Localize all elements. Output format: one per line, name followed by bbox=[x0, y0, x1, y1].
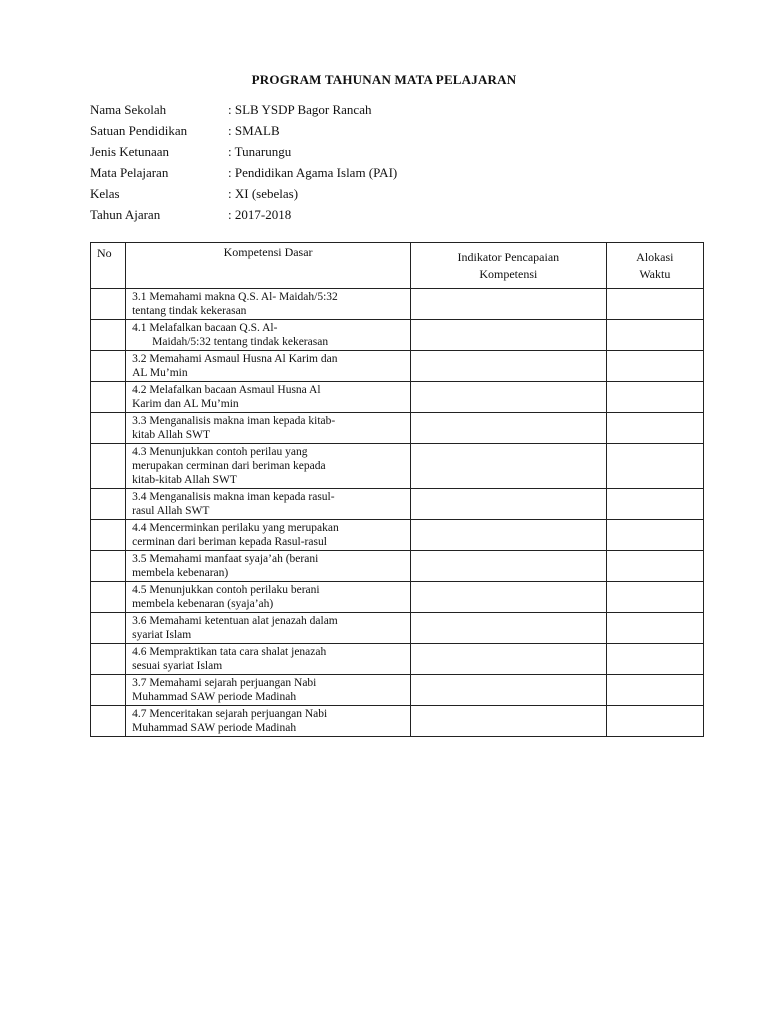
no-cell bbox=[91, 675, 126, 706]
competency-line: 4.3 Menunjukkan contoh perilau yang bbox=[132, 446, 308, 458]
no-cell bbox=[91, 582, 126, 613]
table-row bbox=[91, 289, 704, 320]
competency-line: 4.4 Mencerminkan perilaku yang merupakan bbox=[132, 522, 339, 534]
allocation-cell bbox=[606, 444, 703, 489]
competency-line: 3.5 Memahami manfaat syaja’ah (berani bbox=[132, 553, 319, 565]
competency-line: cerminan dari beriman kepada Rasul-rasul bbox=[132, 536, 327, 548]
info-value: : SMALB bbox=[228, 123, 280, 138]
competency-cell bbox=[126, 551, 411, 582]
competency-line: membela kebenaran (syaja’ah) bbox=[132, 598, 274, 610]
table-row bbox=[91, 706, 704, 737]
table-row bbox=[91, 613, 704, 644]
header-basic-competency: Kompetensi Dasar bbox=[126, 243, 411, 289]
info-row-academic-year bbox=[90, 207, 397, 228]
header-indicator-line: Indikator Pencapaian bbox=[457, 249, 560, 264]
competency-cell bbox=[126, 706, 411, 737]
table-row bbox=[91, 489, 704, 520]
table-row bbox=[91, 320, 704, 351]
indicator-cell bbox=[411, 675, 607, 706]
competency-line: 4.5 Menunjukkan contoh perilaku berani bbox=[132, 584, 320, 596]
no-cell bbox=[91, 444, 126, 489]
info-label: Tahun Ajaran bbox=[90, 207, 161, 222]
competency-cell bbox=[126, 320, 411, 351]
table-row bbox=[91, 413, 704, 444]
competency-line: 4.7 Menceritakan sejarah perjuangan Nabi bbox=[132, 708, 328, 720]
competency-cell bbox=[126, 351, 411, 382]
indicator-cell bbox=[411, 644, 607, 675]
allocation-cell bbox=[606, 520, 703, 551]
competency-table bbox=[90, 242, 704, 737]
header-indicator-line: Kompetensi bbox=[479, 266, 538, 281]
info-value: : 2017-2018 bbox=[228, 207, 292, 222]
header-allocation-line: Alokasi bbox=[636, 249, 674, 264]
competency-cell bbox=[126, 582, 411, 613]
info-row-school-name bbox=[90, 102, 397, 123]
competency-cell bbox=[126, 289, 411, 320]
table-row bbox=[91, 520, 704, 551]
competency-line: merupakan cerminan dari beriman kepada bbox=[132, 460, 326, 472]
indicator-cell bbox=[411, 489, 607, 520]
indicator-cell bbox=[411, 582, 607, 613]
competency-line: 3.6 Memahami ketentuan alat jenazah dalam bbox=[132, 615, 338, 627]
info-label: Kelas bbox=[90, 186, 120, 201]
allocation-cell bbox=[606, 489, 703, 520]
info-row-subject bbox=[90, 165, 397, 186]
allocation-cell bbox=[606, 320, 703, 351]
no-cell bbox=[91, 413, 126, 444]
no-cell bbox=[91, 382, 126, 413]
no-cell bbox=[91, 613, 126, 644]
allocation-cell bbox=[606, 706, 703, 737]
competency-line: 4.1 Melafalkan bacaan Q.S. Al- bbox=[132, 322, 278, 334]
competency-line: kitab Allah SWT bbox=[132, 429, 211, 441]
competency-line: 3.3 Menganalisis makna iman kepada kitab- bbox=[132, 415, 336, 427]
no-cell bbox=[91, 289, 126, 320]
info-value: : SLB YSDP Bagor Rancah bbox=[228, 102, 372, 117]
table-row bbox=[91, 582, 704, 613]
no-cell bbox=[91, 489, 126, 520]
allocation-cell bbox=[606, 613, 703, 644]
competency-line: Karim dan AL Mu’min bbox=[132, 398, 239, 410]
competency-line: 3.4 Menganalisis makna iman kepada rasul- bbox=[132, 491, 335, 503]
competency-line: membela kebenaran) bbox=[132, 567, 229, 579]
competency-cell bbox=[126, 489, 411, 520]
no-cell bbox=[91, 320, 126, 351]
competency-cell bbox=[126, 382, 411, 413]
header-time-allocation bbox=[606, 243, 703, 289]
info-label: Jenis Ketunaan bbox=[90, 144, 170, 159]
info-label: Mata Pelajaran bbox=[90, 165, 169, 180]
header-allocation-line: Waktu bbox=[639, 266, 671, 281]
indicator-cell bbox=[411, 351, 607, 382]
allocation-cell bbox=[606, 644, 703, 675]
competency-line: 3.2 Memahami Asmaul Husna Al Karim dan bbox=[132, 353, 338, 365]
competency-line: tentang tindak kekerasan bbox=[132, 305, 247, 317]
allocation-cell bbox=[606, 675, 703, 706]
competency-line: syariat Islam bbox=[132, 629, 192, 641]
competency-cell bbox=[126, 675, 411, 706]
competency-line: sesuai syariat Islam bbox=[132, 660, 223, 672]
info-value: : Pendidikan Agama Islam (PAI) bbox=[228, 165, 398, 180]
info-label: Satuan Pendidikan bbox=[90, 123, 188, 138]
competency-line: rasul Allah SWT bbox=[132, 505, 210, 517]
table-header-row bbox=[91, 243, 704, 289]
info-value: : Tunarungu bbox=[228, 144, 292, 159]
indicator-cell bbox=[411, 413, 607, 444]
info-value: : XI (sebelas) bbox=[228, 186, 299, 201]
competency-line: 3.1 Memahami makna Q.S. Al- Maidah/5:32 bbox=[132, 291, 338, 303]
indicator-cell bbox=[411, 444, 607, 489]
competency-cell bbox=[126, 444, 411, 489]
document-title: PROGRAM TAHUNAN MATA PELAJARAN bbox=[251, 72, 517, 87]
no-cell bbox=[91, 520, 126, 551]
competency-line: 4.2 Melafalkan bacaan Asmaul Husna Al bbox=[132, 384, 321, 396]
table-row bbox=[91, 644, 704, 675]
table-row bbox=[91, 351, 704, 382]
competency-line: 4.6 Mempraktikan tata cara shalat jenazah bbox=[132, 646, 327, 658]
allocation-cell bbox=[606, 382, 703, 413]
competency-cell bbox=[126, 613, 411, 644]
competency-line: Maidah/5:32 tentang tindak kekerasan bbox=[152, 336, 329, 348]
info-row-class bbox=[90, 186, 397, 207]
header-no: No bbox=[91, 243, 126, 289]
allocation-cell bbox=[606, 582, 703, 613]
indicator-cell bbox=[411, 382, 607, 413]
table-row bbox=[91, 444, 704, 489]
school-info bbox=[90, 102, 397, 228]
indicator-cell bbox=[411, 706, 607, 737]
competency-cell bbox=[126, 520, 411, 551]
indicator-cell bbox=[411, 613, 607, 644]
competency-line: Muhammad SAW periode Madinah bbox=[132, 722, 297, 734]
table-row bbox=[91, 675, 704, 706]
header-indicator bbox=[411, 243, 607, 289]
competency-line: 3.7 Memahami sejarah perjuangan Nabi bbox=[132, 677, 317, 689]
allocation-cell bbox=[606, 551, 703, 582]
info-label: Nama Sekolah bbox=[90, 102, 167, 117]
no-cell bbox=[91, 644, 126, 675]
competency-line: Muhammad SAW periode Madinah bbox=[132, 691, 297, 703]
allocation-cell bbox=[606, 413, 703, 444]
indicator-cell bbox=[411, 289, 607, 320]
competency-line: AL Mu’min bbox=[132, 367, 188, 379]
indicator-cell bbox=[411, 551, 607, 582]
allocation-cell bbox=[606, 289, 703, 320]
no-cell bbox=[91, 351, 126, 382]
competency-line: kitab-kitab Allah SWT bbox=[132, 474, 237, 486]
competency-cell bbox=[126, 413, 411, 444]
info-row-disability-type bbox=[90, 144, 397, 165]
competency-cell bbox=[126, 644, 411, 675]
indicator-cell bbox=[411, 320, 607, 351]
no-cell bbox=[91, 706, 126, 737]
table-row bbox=[91, 382, 704, 413]
allocation-cell bbox=[606, 351, 703, 382]
table-row bbox=[91, 551, 704, 582]
no-cell bbox=[91, 551, 126, 582]
info-row-education-unit bbox=[90, 123, 397, 144]
indicator-cell bbox=[411, 520, 607, 551]
